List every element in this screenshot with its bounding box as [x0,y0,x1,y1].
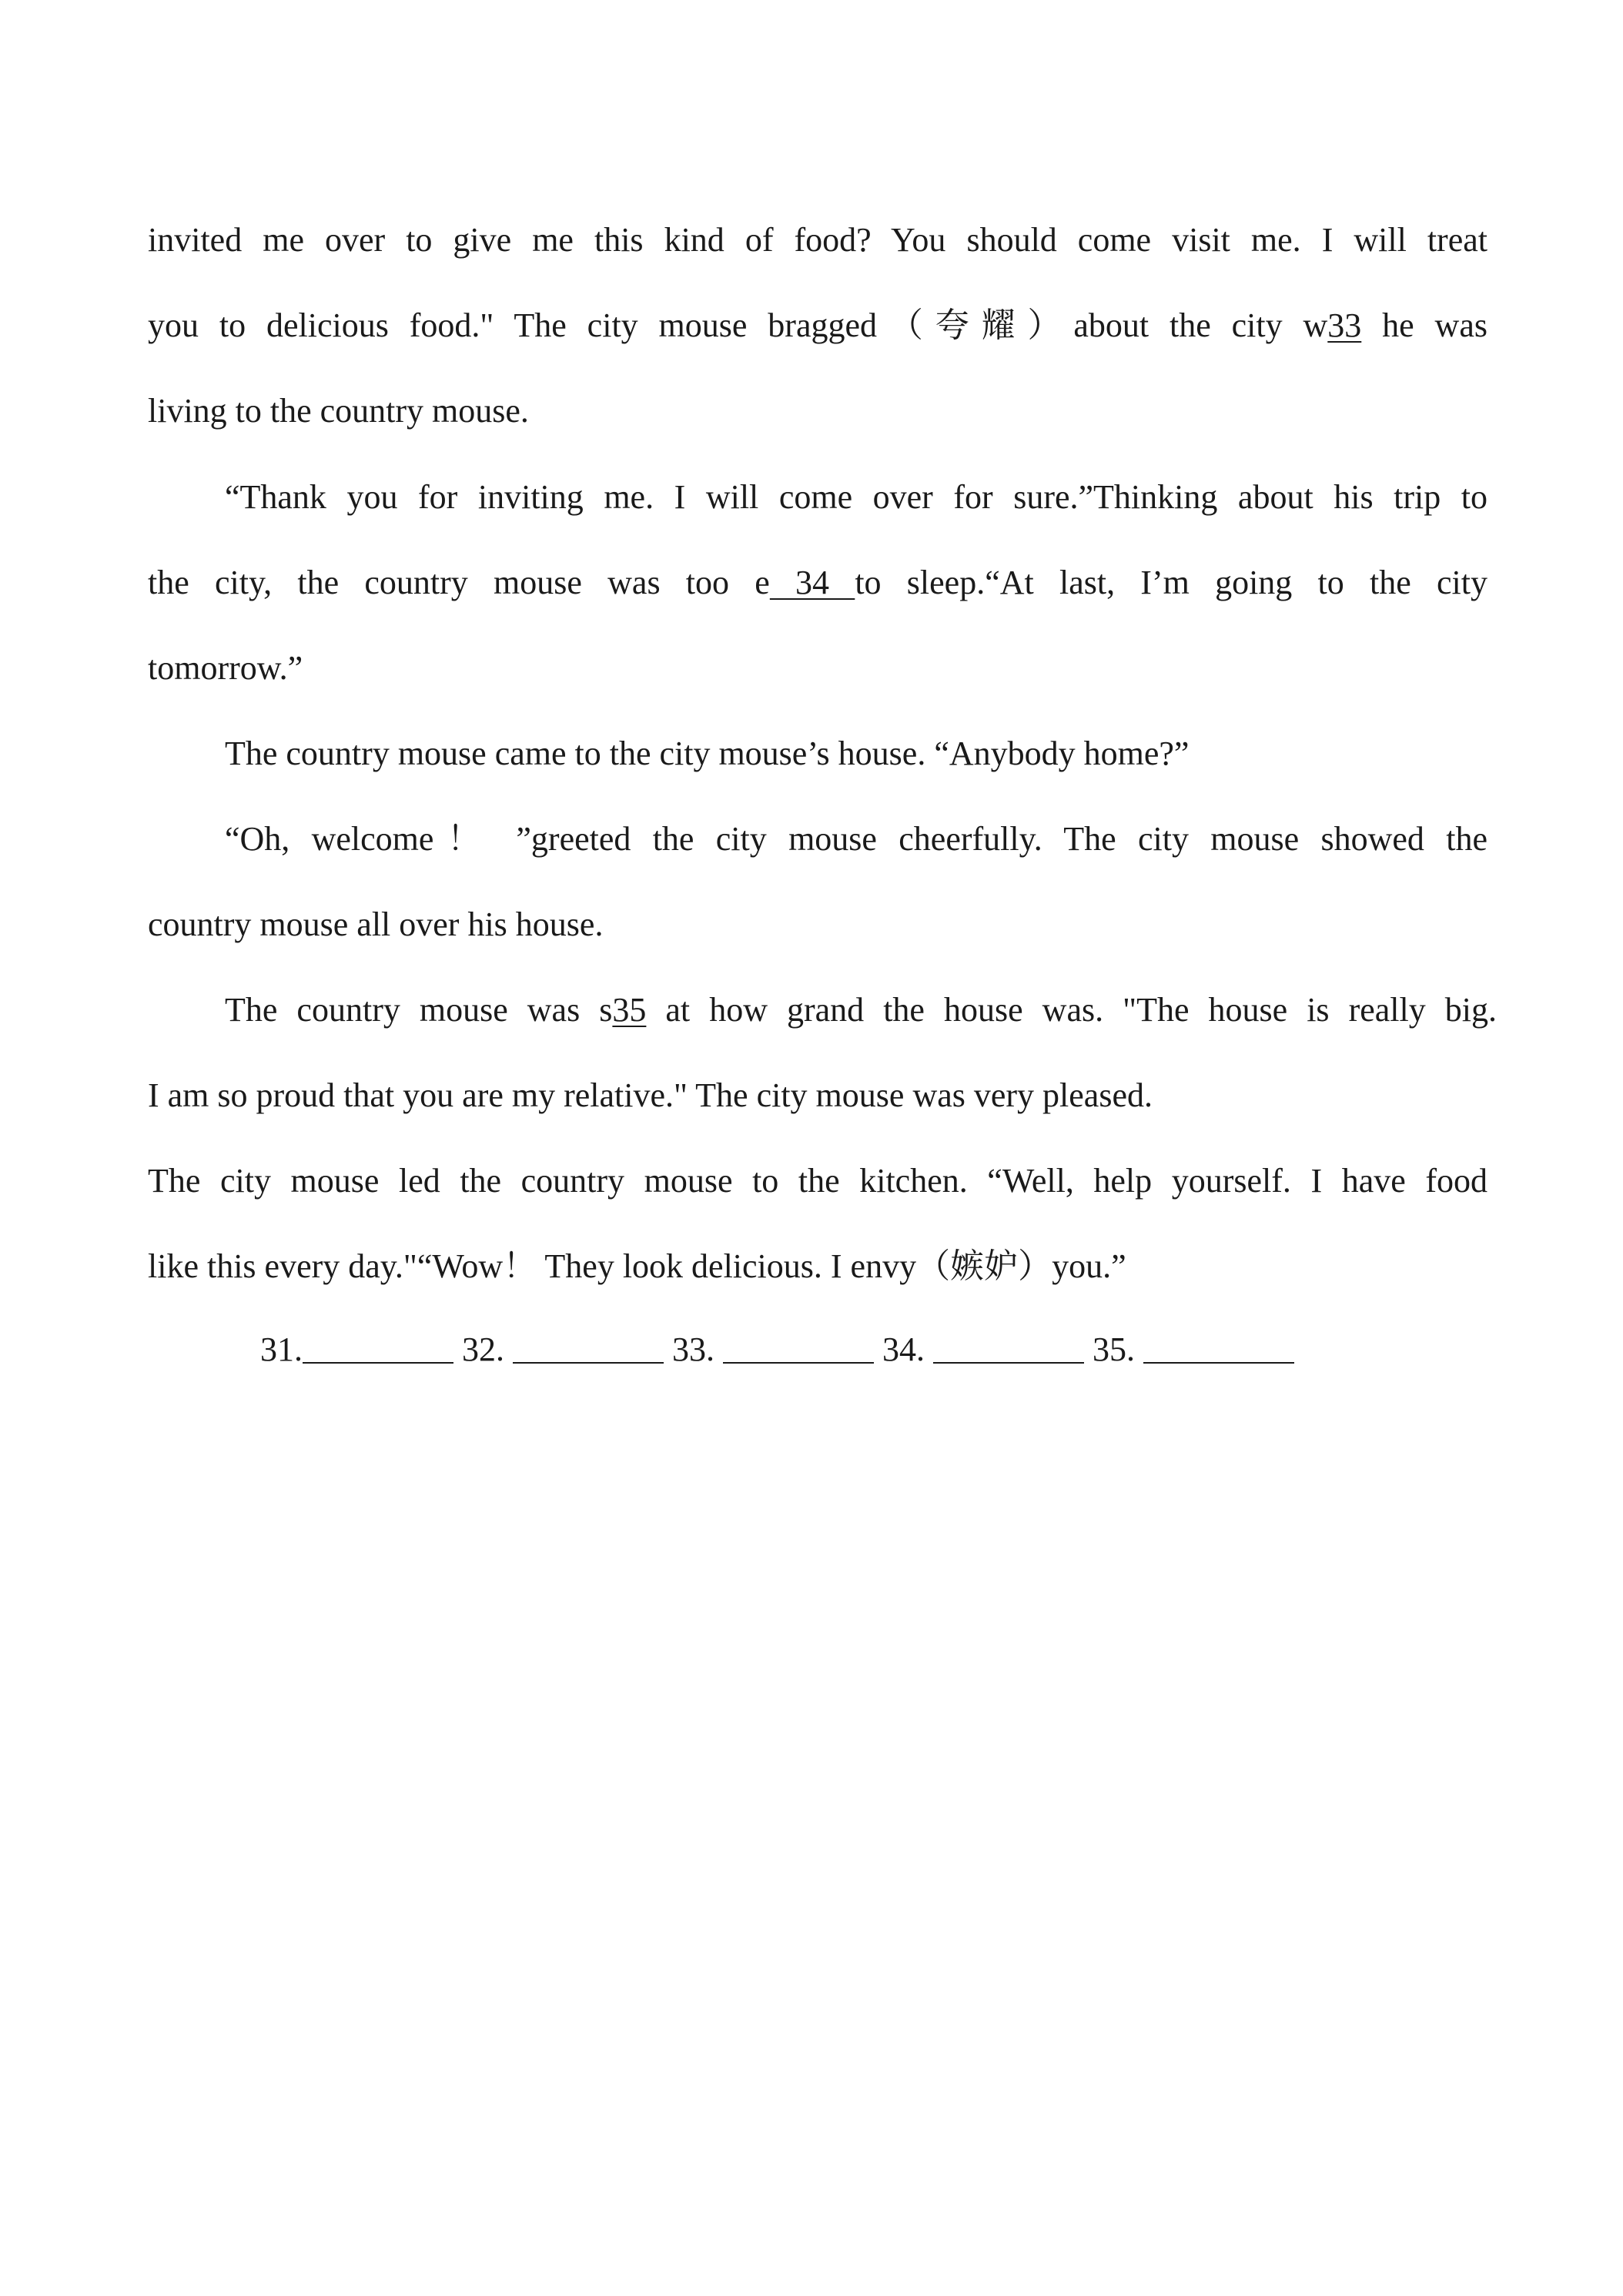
passage-line-12: The city mouse led the country mouse to the kitchen. “Well, help yourself. I have food [148,1162,1487,1200]
passage-line-2 [148,304,1487,347]
passage-line-9: country mouse all over his house. [148,905,604,943]
answer-label-31: 31. [260,1330,303,1368]
passage-line-11: I am so proud that you are my relative." The city mouse was very pleased. [148,1076,1153,1114]
answer-label-34: 34. [874,1330,933,1368]
answer-label-35: 35. [1084,1330,1143,1368]
passage-line-5 [148,561,1487,604]
passage-line-5-start: the city, the country mouse was too e [148,564,770,601]
blank-33: 33 [1327,306,1362,344]
passage-line-10-end: at how grand the house was. "The house is really big. [646,991,1498,1029]
answer-blank-31[interactable] [303,1331,453,1364]
passage-line-8: “Oh, welcome！ ”greeted the city mouse cheerfully. The city mouse showed the [225,820,1487,858]
passage-line-7: The country mouse came to the city mouse’s house. “Anybody home?” [225,735,1190,772]
passage-line-13: like this every day."“Wow！ They look delicious. I envy（嫉妒）you.” [148,1247,1126,1285]
passage-line-5-end: to sleep.“At last, I’m going to the city [855,564,1488,601]
passage-line-2-start: you to delicious food." The city mouse bragged（夸耀）about the city w [148,306,1328,344]
passage-line-4: “Thank you for inviting me. I will come over for sure.”Thinking about his trip to [225,478,1487,516]
blank-34: 34 [769,564,855,601]
answer-label-32: 32. [453,1330,513,1368]
answer-blank-35[interactable] [1143,1331,1294,1364]
passage-line-3: living to the country mouse. [148,392,529,430]
passage-line-10 [225,989,1497,1032]
passage-line-10-start: The country mouse was s [225,991,613,1029]
answer-blank-34[interactable] [933,1331,1084,1364]
blank-35: 35 [612,991,647,1029]
passage-line-2-end: he was [1361,306,1487,344]
answer-blanks-row [260,1328,1294,1371]
answer-blank-33[interactable] [723,1331,874,1364]
answer-label-33: 33. [664,1330,723,1368]
passage-line-1: invited me over to give me this kind of food? You should come visit me. I will treat [148,221,1487,259]
passage-line-6: tomorrow.” [148,649,303,687]
answer-blank-32[interactable] [513,1331,664,1364]
